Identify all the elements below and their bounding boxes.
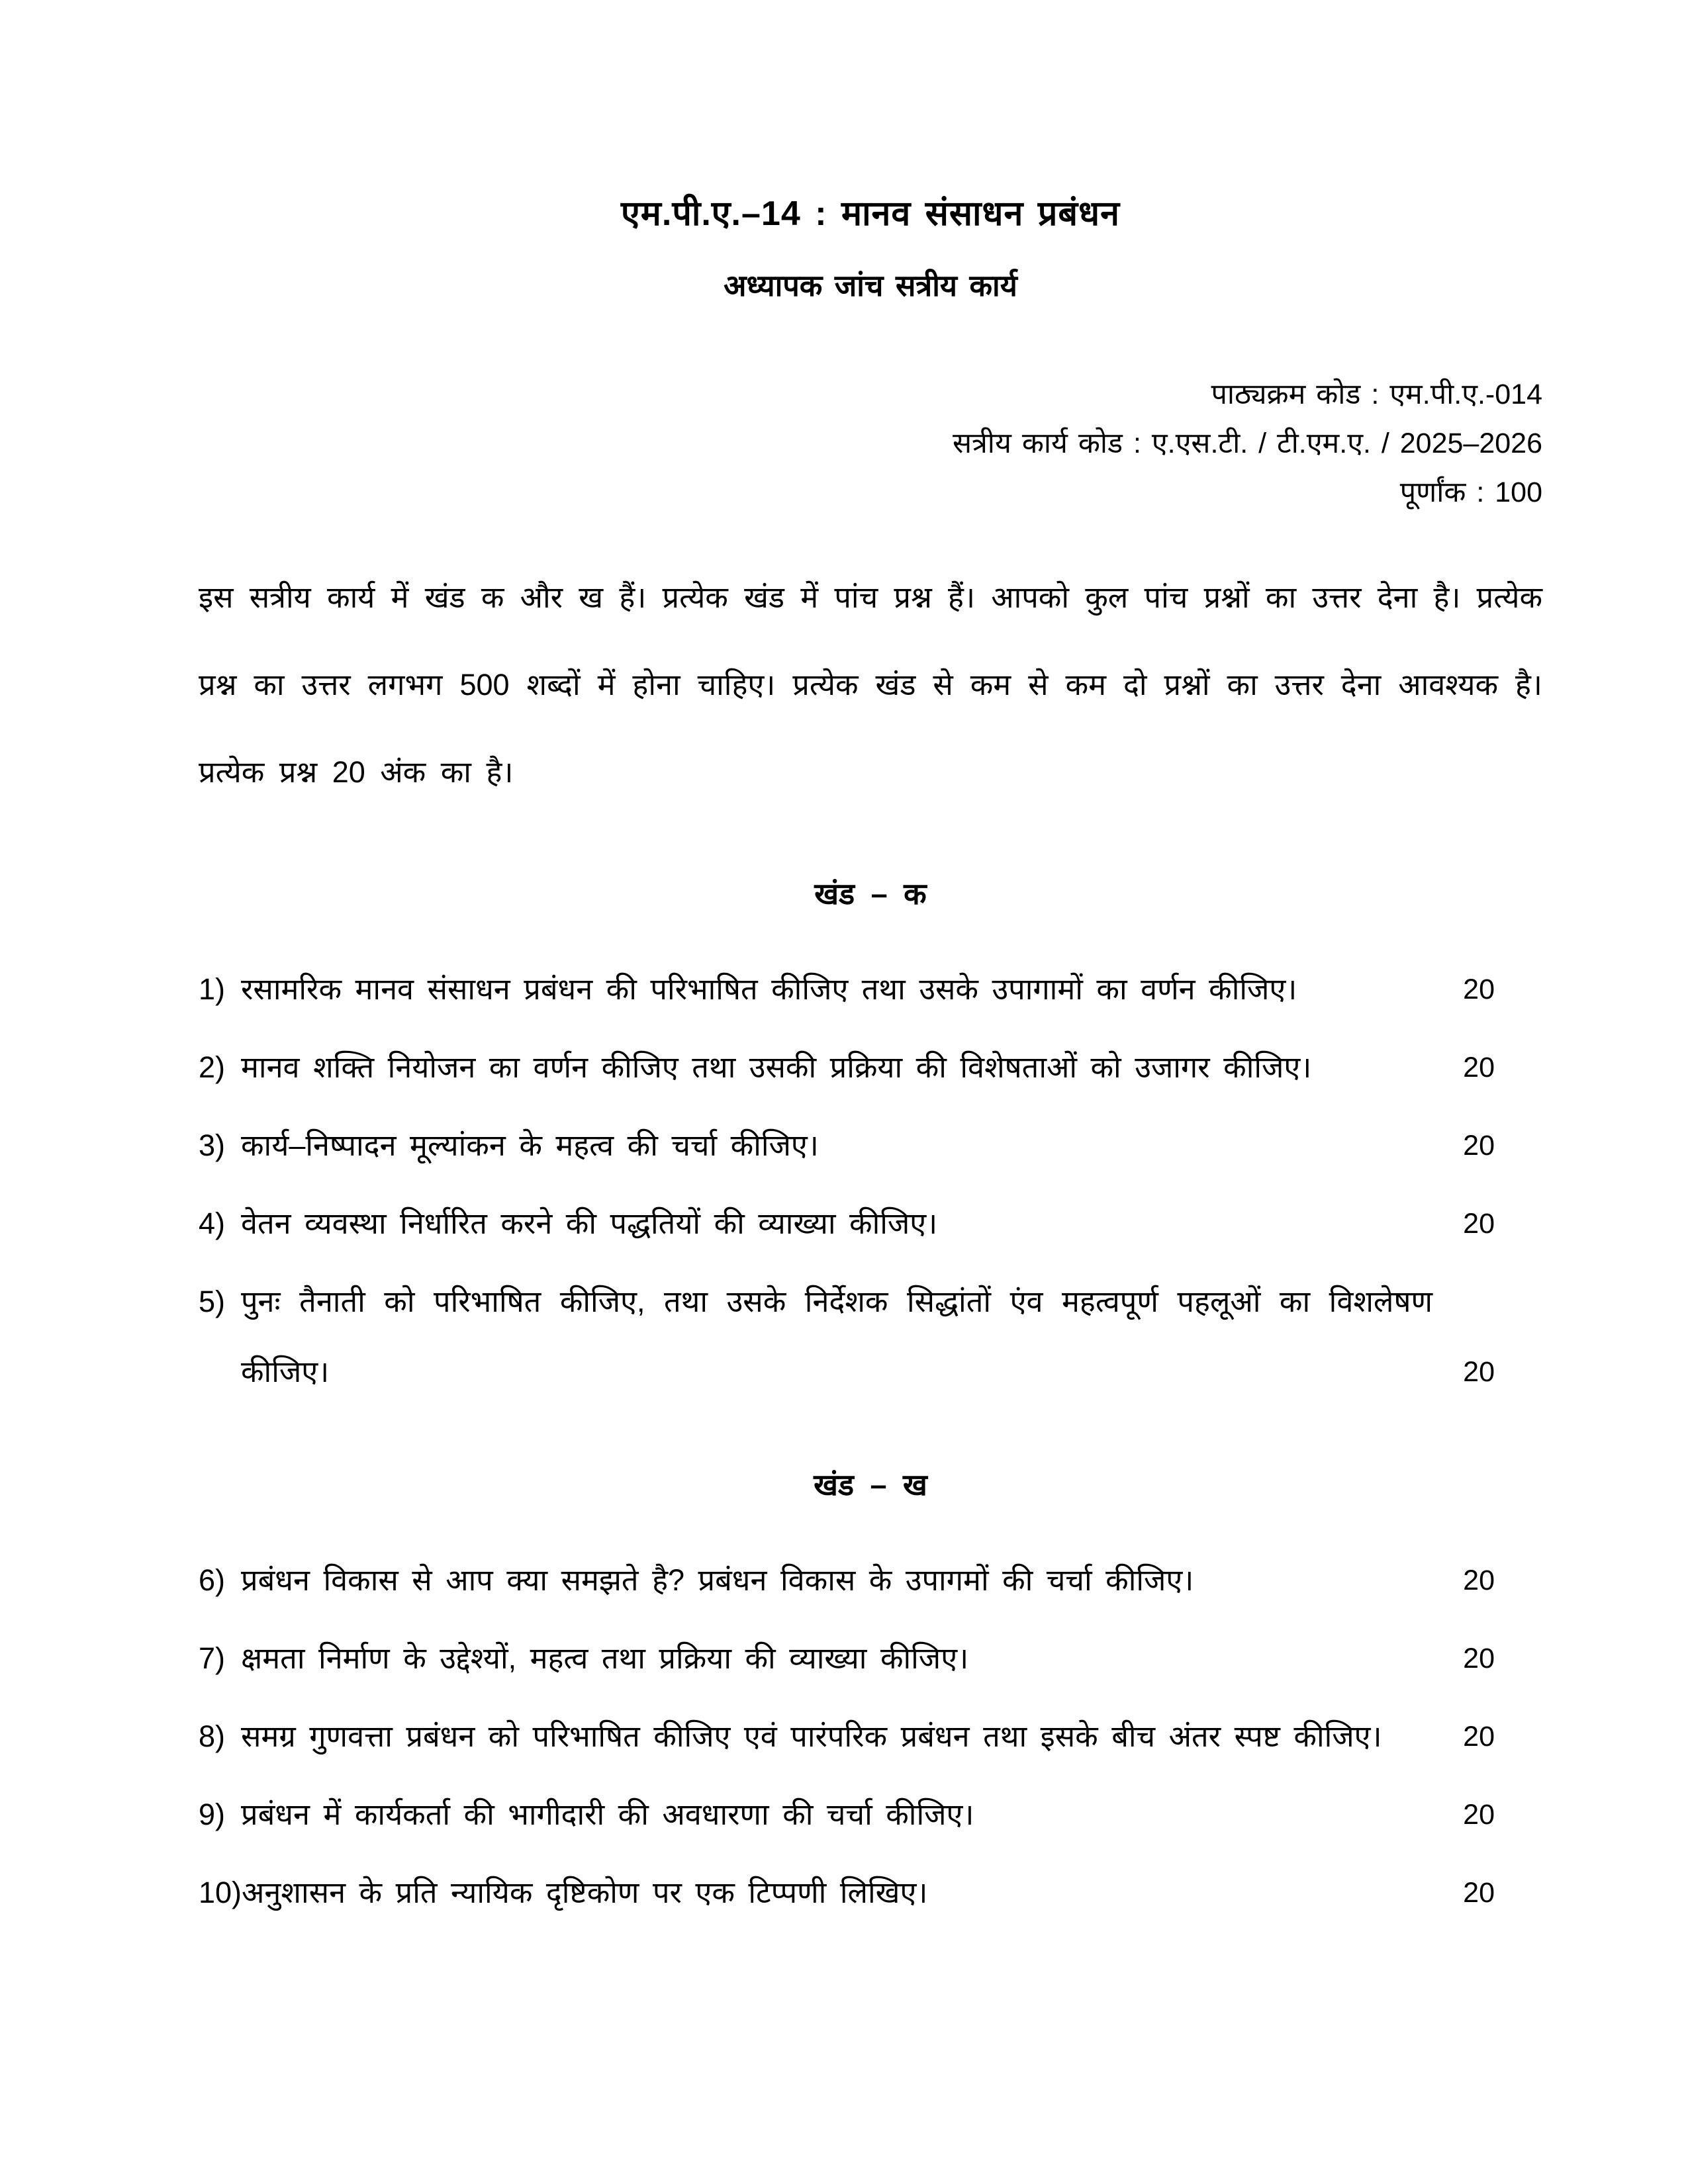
question-row bbox=[199, 1111, 1542, 1181]
question-row bbox=[199, 1032, 1542, 1103]
question-number: 4) bbox=[199, 1206, 226, 1240]
question-marks: 20 bbox=[1463, 1052, 1495, 1083]
question-row bbox=[199, 1858, 1542, 1928]
question-body: अनुशासन के प्रति न्यायिक दृष्टिकोण पर एक टिप्पणी लिखिए। bbox=[242, 1876, 928, 1909]
question-text bbox=[199, 1032, 1432, 1103]
question-body: क्षमता निर्माण के उद्देश्यों, महत्व तथा प्रक्रिया की व्याख्या कीजिए। bbox=[241, 1641, 969, 1675]
document-title: एम.पी.ए.–14 : मानव संसाधन प्रबंधन bbox=[621, 195, 1120, 233]
question-number: 2) bbox=[199, 1050, 226, 1084]
question-text bbox=[199, 1267, 1432, 1407]
section-b-questions bbox=[199, 1545, 1542, 1928]
instructions-paragraph: इस सत्रीय कार्य में खंड क और ख हैं। प्रत्येक खंड में पांच प्रश्न हैं। आपको कुल पांच प्रश्नों का उत्तर देना है। प्रत्येक प्रश्न का उत्तर लगभग 500 शब्दों में होना चाहिए। प्रत्येक खंड से कम से कम दो प्रश्नों का उत्तर देना आवश्यक है। प्रत्येक प्रश्न 20 अंक का है। bbox=[199, 580, 1542, 789]
question-marks: 20 bbox=[1463, 974, 1495, 1005]
question-text bbox=[199, 1111, 1432, 1181]
question-marks: 20 bbox=[1463, 1799, 1495, 1831]
assignment-code: सत्रीय कार्य कोड : ए.एस.टी. / टी.एम.ए. / 2025–2026 bbox=[953, 428, 1542, 459]
question-row bbox=[199, 1623, 1542, 1694]
question-number: 7) bbox=[199, 1641, 226, 1675]
question-number: 9) bbox=[199, 1797, 226, 1831]
question-marks: 20 bbox=[1463, 1565, 1495, 1596]
question-body: प्रबंधन में कार्यकर्ता की भागीदारी की अवधारणा की चर्चा कीजिए। bbox=[241, 1797, 974, 1831]
document-subtitle: अध्यापक जांच सत्रीय कार्य bbox=[724, 269, 1017, 302]
question-marks: 20 bbox=[1463, 1721, 1495, 1752]
question-number: 6) bbox=[199, 1563, 226, 1597]
question-body: कार्य–निष्पादन मूल्यांकन के महत्व की चर्चा कीजिए। bbox=[241, 1128, 819, 1162]
course-code: पाठ्यक्रम कोड : एम.पी.ए.-014 bbox=[1211, 379, 1542, 410]
meta-block bbox=[199, 370, 1542, 517]
section-heading-b: खंड – ख bbox=[814, 1468, 927, 1502]
question-marks: 20 bbox=[1463, 1877, 1495, 1909]
question-marks: 20 bbox=[1463, 1130, 1495, 1161]
max-marks: पूर्णांक : 100 bbox=[1399, 477, 1542, 508]
section-heading-a: खंड – क bbox=[814, 877, 927, 911]
question-marks: 20 bbox=[1463, 1208, 1495, 1240]
question-row bbox=[199, 1780, 1542, 1850]
question-body: प्रबंधन विकास से आप क्या समझते है? प्रबंधन विकास के उपागमों की चर्चा कीजिए। bbox=[241, 1563, 1194, 1597]
question-text bbox=[199, 1780, 1432, 1850]
question-text bbox=[199, 1545, 1432, 1615]
question-number: 8) bbox=[199, 1719, 226, 1753]
question-body: रसामरिक मानव संसाधन प्रबंधन की परिभाषित कीजिए तथा उसके उपागामों का वर्णन कीजिए। bbox=[241, 972, 1297, 1006]
question-body: वेतन व्यवस्था निर्धारित करने की पद्धतियों की व्याख्या कीजिए। bbox=[241, 1206, 938, 1240]
question-number: 10) bbox=[199, 1876, 242, 1909]
question-text bbox=[199, 1623, 1432, 1694]
section-a-questions bbox=[199, 954, 1542, 1407]
question-number: 5) bbox=[199, 1285, 226, 1318]
question-body: समग्र गुणवत्ता प्रबंधन को परिभाषित कीजिए एवं पारंपरिक प्रबंधन तथा इसके बीच अंतर स्पष्ट कीजिए। bbox=[241, 1719, 1382, 1753]
question-row bbox=[199, 1545, 1542, 1615]
question-row bbox=[199, 1267, 1542, 1407]
question-number: 3) bbox=[199, 1128, 226, 1162]
question-row bbox=[199, 1189, 1542, 1259]
question-text bbox=[199, 1189, 1432, 1259]
question-text bbox=[199, 954, 1432, 1024]
question-body: मानव शक्ति नियोजन का वर्णन कीजिए तथा उसकी प्रक्रिया की विशेषताओं को उजागर कीजिए। bbox=[241, 1050, 1312, 1084]
question-text bbox=[199, 1702, 1432, 1772]
question-row bbox=[199, 1702, 1542, 1772]
question-number: 1) bbox=[199, 972, 226, 1006]
question-marks: 20 bbox=[1463, 1643, 1495, 1674]
question-row bbox=[199, 954, 1542, 1024]
question-body: पुनः तैनाती को परिभाषित कीजिए, तथा उसके निर्देशक सिद्धांतों एंव महत्वपूर्ण पहलूओं का विशलेषण कीजिए। bbox=[241, 1285, 1432, 1388]
question-marks: 20 bbox=[1463, 1356, 1495, 1388]
question-text bbox=[199, 1858, 1432, 1928]
